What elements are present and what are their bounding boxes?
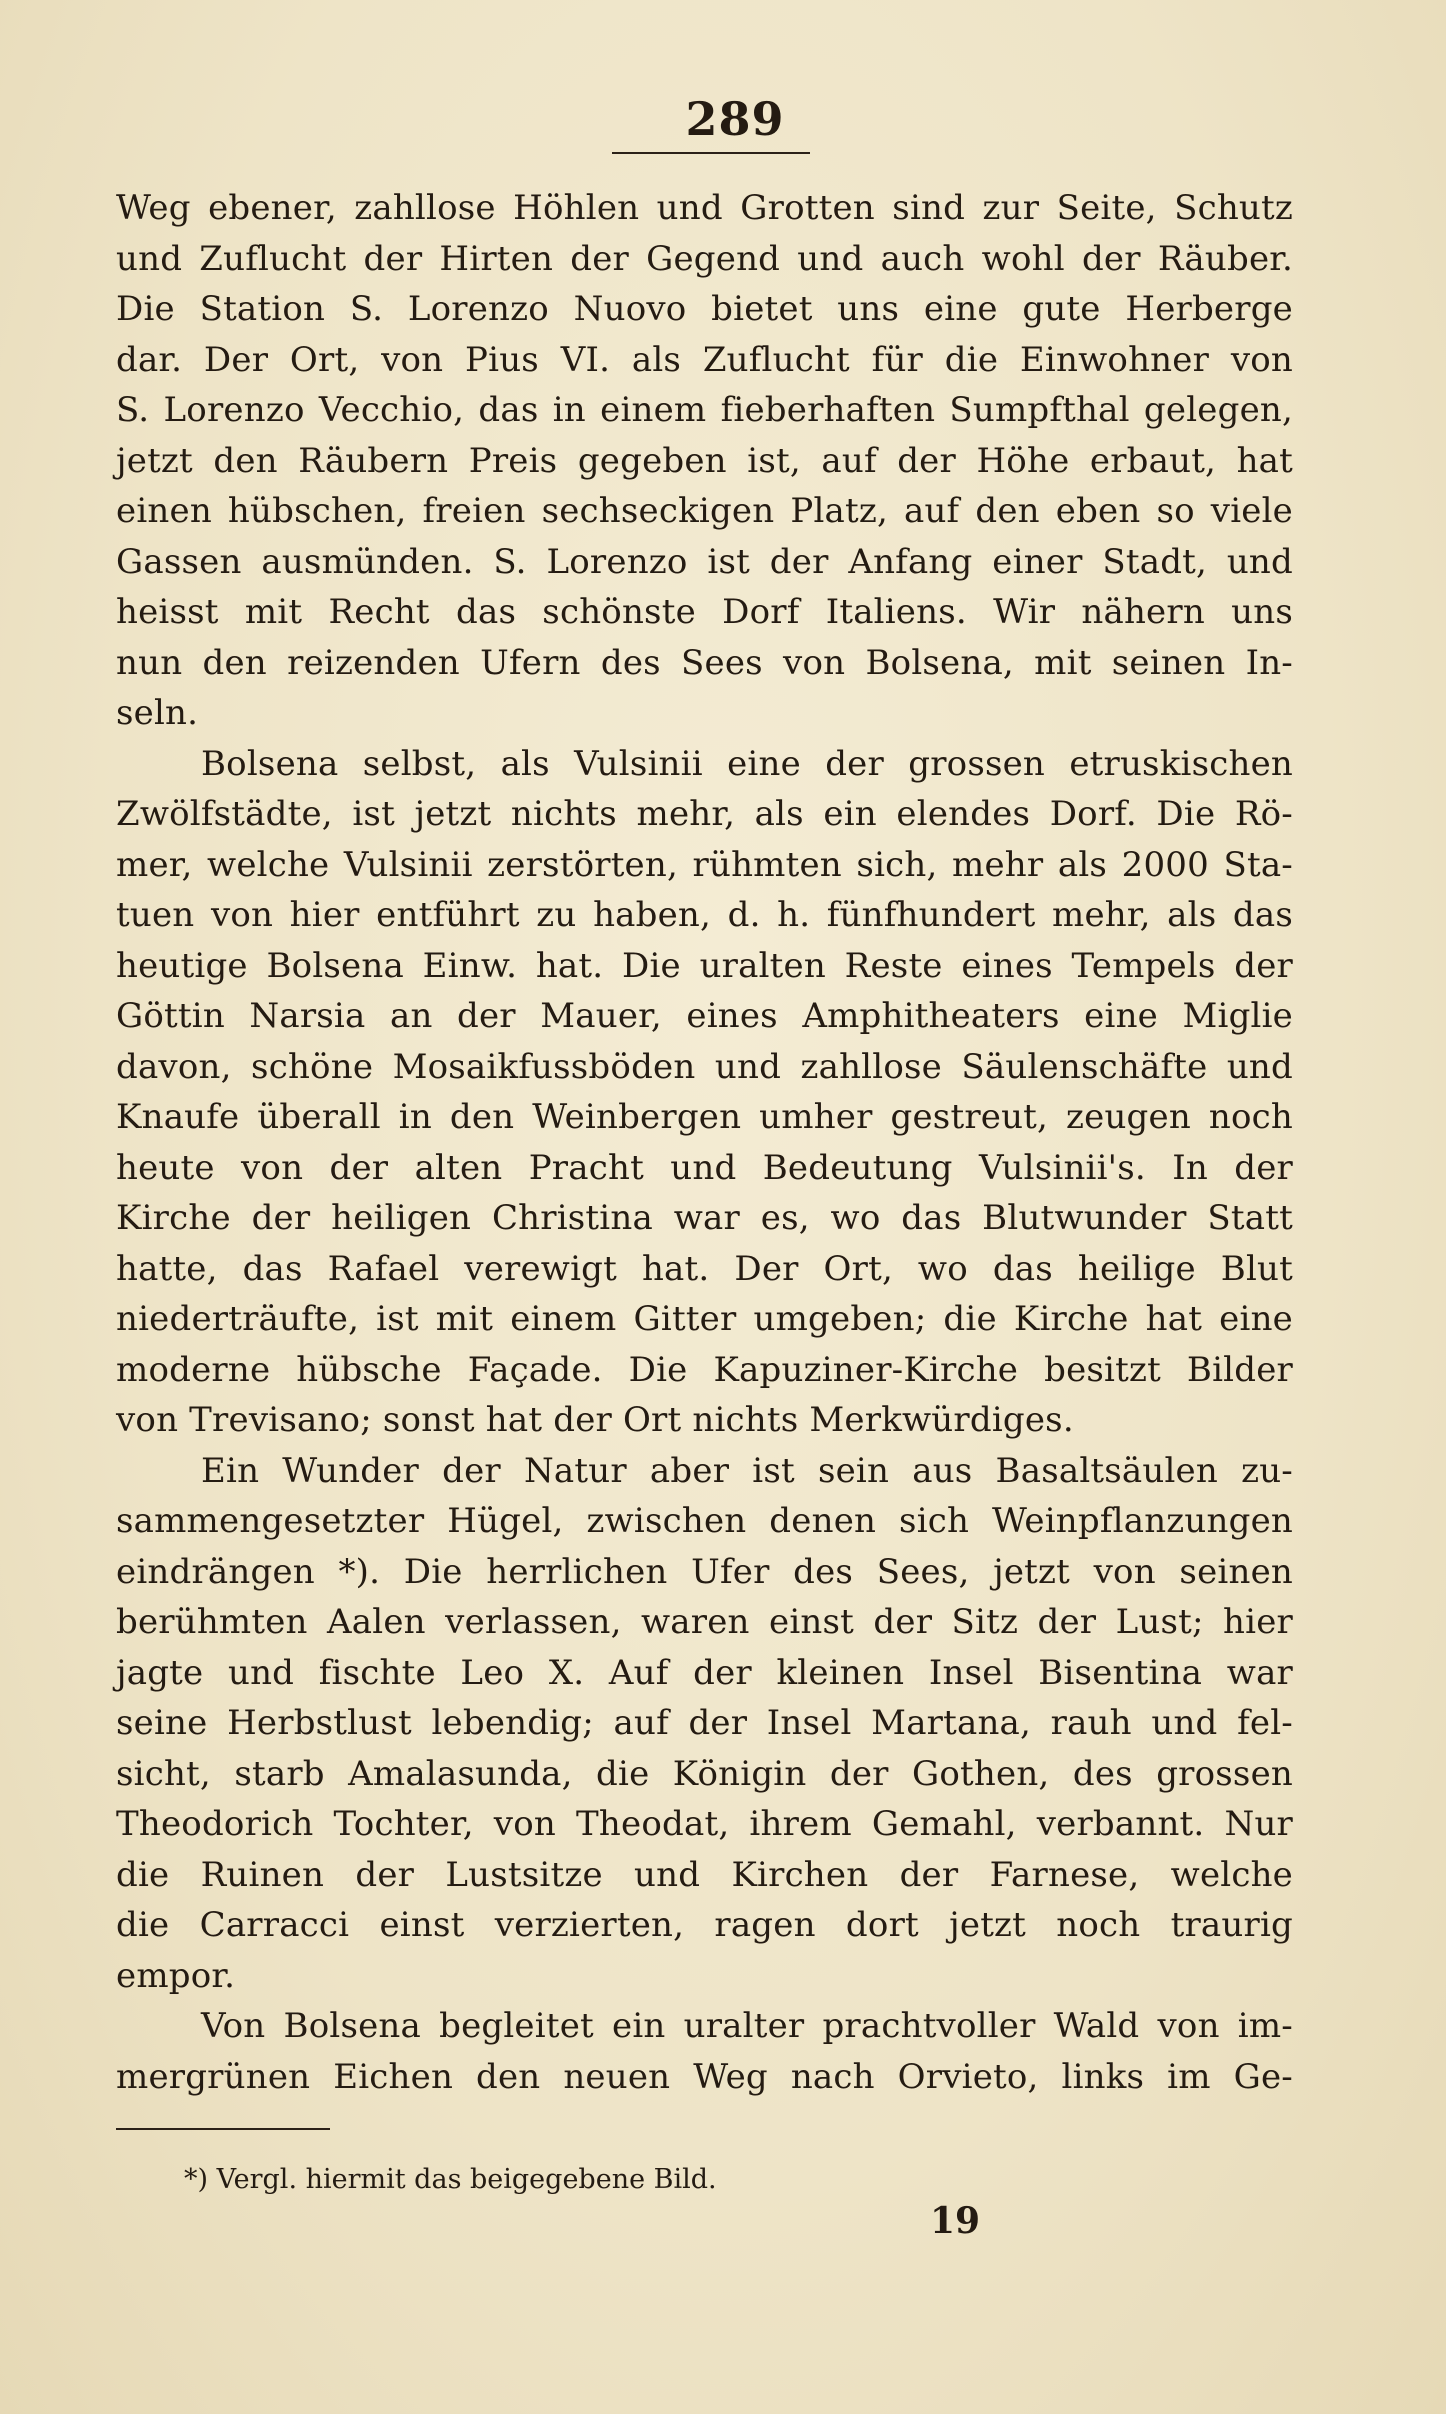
text-line: moderne hübsche Façade. Die Kapuziner-Kirche besitzt Bilder — [116, 1349, 1293, 1390]
text-line: heisst mit Recht das schönste Dorf Italiens. Wir nähern uns — [116, 592, 1293, 632]
text-line: eindrängen *). Die herrlichen Ufer des Sees, jetzt von seinen — [116, 1551, 1293, 1592]
text-line: Weg ebener, zahllose Höhlen und Grotten sind zur Seite, Schutz — [116, 188, 1293, 228]
text-line: mergrünen Eichen den neuen Weg nach Orvieto, links im Ge- — [116, 2056, 1293, 2097]
text-line: Knaufe überall in den Weinbergen umher gestreut, zeugen noch — [116, 1097, 1293, 1137]
text-line: die Carracci einst verzierten, ragen dort jetzt noch traurig — [116, 1905, 1293, 1945]
text-line: dar. Der Ort, von Pius VI. als Zuflucht für die Einwohner von — [116, 339, 1293, 380]
text-line: hatte, das Rafael verewigt hat. Der Ort, wo das heilige Blut — [116, 1248, 1293, 1289]
text-line: Gassen ausmünden. S. Lorenzo ist der Anfang einer Stadt, und — [116, 541, 1293, 582]
text-line: heute von der alten Pracht und Bedeutung Vulsinii's. In der — [116, 1147, 1293, 1188]
text-line: Kirche der heiligen Christina war es, wo das Blutwunder Statt — [116, 1198, 1293, 1238]
body-text — [116, 183, 1293, 2102]
text-line: heutige Bolsena Einw. hat. Die uralten Reste eines Tempels der — [116, 945, 1293, 986]
text-line: tuen von hier entführt zu haben, d. h. fünfhundert mehr, als das — [116, 895, 1293, 935]
text-line: seln. — [116, 693, 199, 733]
text-line: jagte und fischte Leo X. Auf der kleinen Insel Bisentina war — [116, 1652, 1293, 1693]
footnote-rule — [116, 2128, 330, 2130]
text-line: Zwölfstädte, ist jetzt nichts mehr, als ein elendes Dorf. Die Rö- — [116, 794, 1293, 834]
text-line: die Ruinen der Lustsitze und Kirchen der Farnese, welche — [116, 1854, 1293, 1895]
text-line: empor. — [116, 1955, 236, 1996]
text-line: davon, schöne Mosaikfussböden und zahllose Säulenschäfte und — [116, 1046, 1293, 1087]
signature-mark: 19 — [930, 2200, 981, 2242]
text-line: einen hübschen, freien sechseckigen Platz, auf den eben so viele — [116, 491, 1293, 531]
text-line: Von Bolsena begleitet ein uralter prachtvoller Wald von im- — [201, 2006, 1293, 2046]
text-line: nun den reizenden Ufern des Sees von Bolsena, mit seinen In- — [116, 642, 1293, 683]
text-line: Die Station S. Lorenzo Nuovo bietet uns eine gute Herberge — [116, 289, 1293, 329]
text-line: jetzt den Räubern Preis gegeben ist, auf der Höhe erbaut, hat — [116, 440, 1293, 481]
text-line: sammengesetzter Hügel, zwischen denen sich Weinpflanzungen — [116, 1501, 1293, 1541]
text-line: S. Lorenzo Vecchio, das in einem fieberhaften Sumpfthal gelegen, — [116, 390, 1293, 430]
text-line: Göttin Narsia an der Mauer, eines Amphitheaters eine Miglie — [116, 996, 1293, 1036]
text-line: von Trevisano; sonst hat der Ort nichts Merkwürdiges. — [116, 1400, 1074, 1440]
text-line: Bolsena selbst, als Vulsinii eine der grossen etruskischen — [201, 743, 1293, 784]
text-line: mer, welche Vulsinii zerstörten, rühmten sich, mehr als 2000 Sta- — [116, 844, 1293, 885]
footnote: *) Vergl. hiermit das beigegebene Bild. — [184, 2164, 717, 2195]
page-number: 289 — [685, 92, 785, 146]
text-line: seine Herbstlust lebendig; auf der Insel Martana, rauh und fel- — [116, 1703, 1293, 1743]
text-line: berühmten Aalen verlassen, waren einst der Sitz der Lust; hier — [116, 1602, 1293, 1642]
text-line: niederträufte, ist mit einem Gitter umgeben; die Kirche hat eine — [116, 1299, 1293, 1339]
text-line: Theodorich Tochter, von Theodat, ihrem Gemahl, verbannt. Nur — [116, 1804, 1293, 1844]
text-line: Ein Wunder der Natur aber ist sein aus Basaltsäulen zu- — [201, 1450, 1293, 1491]
text-line: sicht, starb Amalasunda, die Königin der Gothen, des grossen — [116, 1753, 1293, 1794]
text-line: und Zuflucht der Hirten der Gegend und auch wohl der Räuber. — [116, 238, 1293, 279]
header-rule — [612, 152, 810, 154]
